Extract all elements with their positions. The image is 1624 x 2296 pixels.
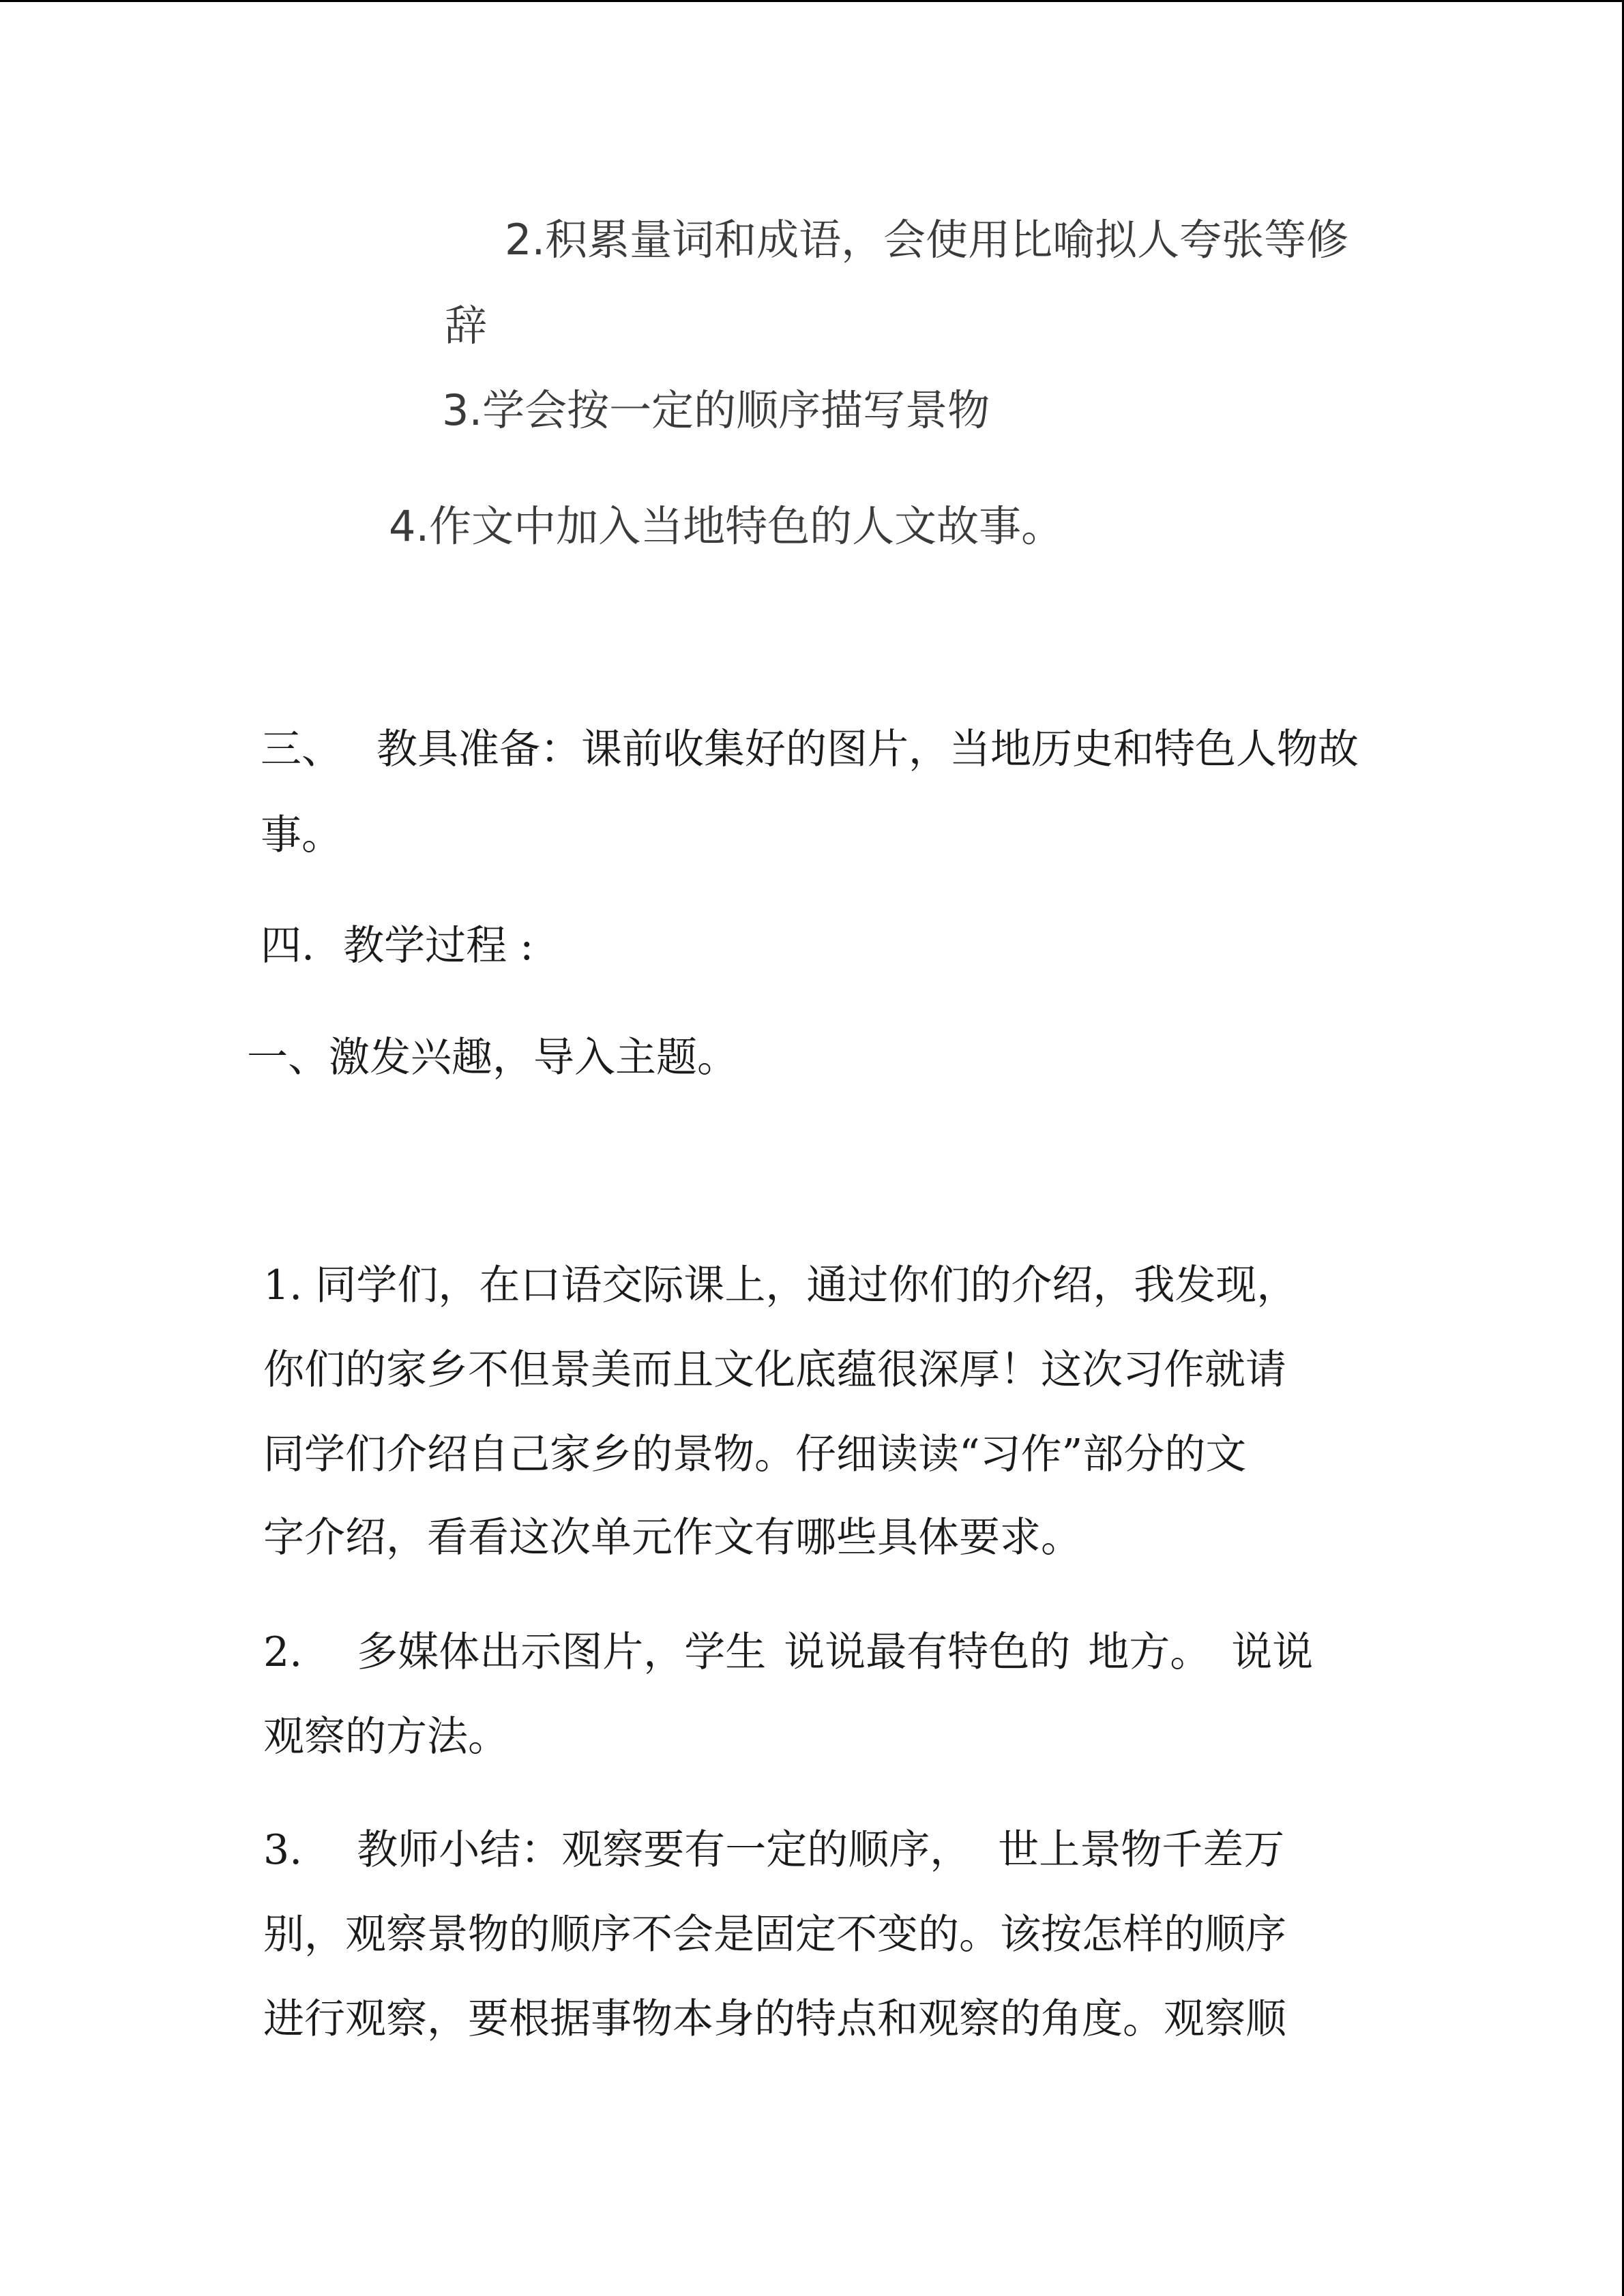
section-4-heading: [261, 922, 534, 970]
objective-2-line-1: 2.积累量词和成语，会使用比喻拟人夸张等修: [505, 215, 1349, 265]
para-3-line-3: 进行观察，要根据事物本身的特点和观察的角度。观察顺: [263, 1995, 1286, 2043]
objective-3: 3.学会按一定的顺序描写景物: [442, 385, 990, 435]
para-1-line-3: 同学们介绍自己家乡的景物。仔细读读“习作”部分的文: [263, 1431, 1247, 1478]
section-3-line-1: [261, 726, 1359, 773]
para-2-number: 2.: [263, 1628, 303, 1676]
para-2-line-1: [263, 1628, 1314, 1676]
section-3-text: 教具准备：课前收集好的图片，当地历史和特色人物故: [377, 726, 1359, 773]
section-4-number: 四.: [261, 922, 315, 970]
para-2-part-3: 地方。: [1088, 1628, 1211, 1676]
objective-4: 4.作文中加入当地特色的人文故事。: [389, 501, 1064, 551]
section-4-title: 教学过程 :: [343, 922, 534, 970]
para-3-part-1: 教师小结：观察要有一定的顺序，: [357, 1826, 971, 1874]
para-3-line-2: 别，观察景物的顺序不会是固定不变的。该按怎样的顺序: [263, 1911, 1286, 1958]
para-3-line-1: [263, 1826, 1285, 1874]
section-3-line-2: 事。: [261, 811, 342, 859]
para-2-part-1: 多媒体出示图片，学生: [357, 1628, 767, 1676]
para-1-line-4: 字介绍，看看这次单元作文有哪些具体要求。: [263, 1514, 1082, 1562]
para-2-part-4: 说说: [1231, 1628, 1314, 1676]
para-3-number: 3.: [263, 1826, 303, 1874]
step-1-heading: 一、激发兴趣，导入主题。: [247, 1034, 738, 1082]
objective-2-line-2: 辞: [445, 301, 488, 351]
para-3-part-2: 世上景物千差万: [998, 1826, 1285, 1874]
para-1-line-2: 你们的家乡不但景美而且文化底蕴很深厚！这次习作就请: [263, 1346, 1286, 1394]
para-2-part-2: 说说最有特色的: [784, 1628, 1071, 1676]
para-2-line-2: 观察的方法。: [263, 1713, 509, 1761]
section-3-number: 三、: [261, 726, 342, 773]
para-1-line-1: 1. 同学们，在口语交际课上，通过你们的介绍，我发现，: [263, 1262, 1298, 1309]
